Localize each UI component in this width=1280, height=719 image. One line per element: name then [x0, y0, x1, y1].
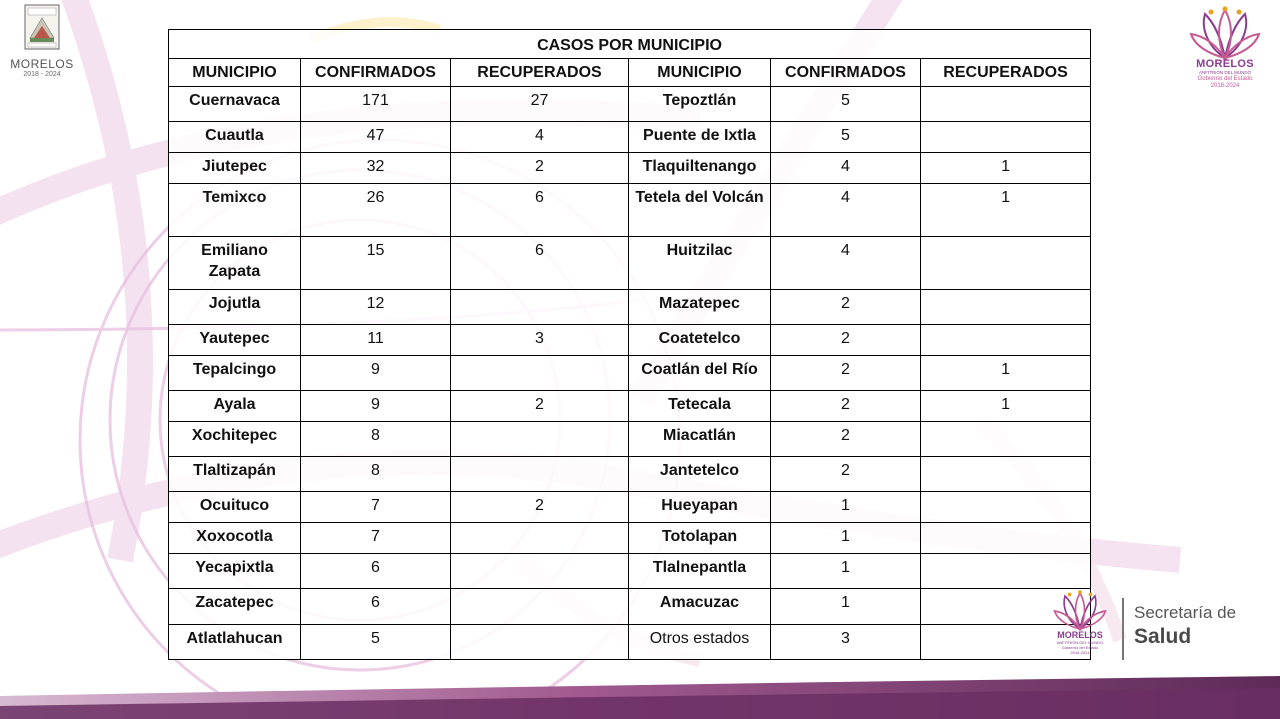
recovered-cell: 3 — [451, 325, 629, 356]
confirmed-cell: 1 — [771, 523, 921, 554]
municipality-cell: Huitzilac — [629, 237, 771, 290]
column-header: RECUPERADOS — [451, 59, 629, 87]
recovered-cell — [451, 625, 629, 660]
confirmed-cell: 2 — [771, 356, 921, 391]
column-header: CONFIRMADOS — [301, 59, 451, 87]
municipality-cell: Tetecala — [629, 391, 771, 422]
recovered-cell: 2 — [451, 492, 629, 523]
recovered-cell: 1 — [921, 184, 1091, 237]
confirmed-cell: 4 — [771, 237, 921, 290]
recovered-cell — [451, 422, 629, 457]
lotus-flower-icon — [1187, 6, 1263, 62]
municipality-cell: Tetela del Volcán — [629, 184, 771, 237]
recovered-cell: 1 — [921, 391, 1091, 422]
recovered-cell — [451, 356, 629, 391]
brand-subtitle: ANFITRIÓN DEL MUNDO — [1198, 70, 1252, 75]
table-row — [169, 422, 1091, 457]
confirmed-cell: 15 — [301, 237, 451, 290]
table-row — [169, 625, 1091, 660]
table-row — [169, 492, 1091, 523]
recovered-cell — [921, 237, 1091, 290]
recovered-cell — [921, 87, 1091, 122]
confirmed-cell: 12 — [301, 290, 451, 325]
table-row — [169, 554, 1091, 589]
brand-name: MORELOS — [1196, 58, 1254, 70]
table-title: CASOS POR MUNICIPIO — [169, 30, 1091, 59]
recovered-cell: 27 — [451, 87, 629, 122]
confirmed-cell: 1 — [771, 589, 921, 625]
municipality-cell: Emiliano Zapata — [169, 237, 301, 290]
confirmed-cell: 1 — [771, 492, 921, 523]
coat-of-arms-icon — [24, 4, 60, 50]
footer-brand-subtitle: ANFITRIÓN DEL MUNDO — [1056, 640, 1104, 645]
confirmed-cell: 7 — [301, 523, 451, 554]
confirmed-cell: 9 — [301, 391, 451, 422]
recovered-cell: 6 — [451, 237, 629, 290]
confirmed-cell: 6 — [301, 589, 451, 625]
column-header: RECUPERADOS — [921, 59, 1091, 87]
municipality-cell: Tlalnepantla — [629, 554, 771, 589]
confirmed-cell: 6 — [301, 554, 451, 589]
municipality-cell: Puente de Ixtla — [629, 122, 771, 153]
municipality-cell: Hueyapan — [629, 492, 771, 523]
municipality-cell: Jojutla — [169, 290, 301, 325]
recovered-cell: 1 — [921, 356, 1091, 391]
state-seal — [8, 4, 76, 78]
confirmed-cell: 2 — [771, 457, 921, 492]
confirmed-cell: 2 — [771, 325, 921, 356]
logo-divider — [1122, 598, 1124, 660]
agency-name-line1: Secretaría de — [1134, 603, 1237, 622]
table-row — [169, 589, 1091, 625]
table-body — [169, 87, 1091, 660]
municipality-cell: Atlatlahucan — [169, 625, 301, 660]
confirmed-cell: 32 — [301, 153, 451, 184]
municipality-cell: Zacatepec — [169, 589, 301, 625]
footer-brand-government-line: Gobierno del Estado — [1061, 645, 1099, 650]
municipality-cell: Tlaltizapán — [169, 457, 301, 492]
table-row — [169, 184, 1091, 237]
column-header: CONFIRMADOS — [771, 59, 921, 87]
municipality-cell: Xochitepec — [169, 422, 301, 457]
municipality-cell: Tepalcingo — [169, 356, 301, 391]
confirmed-cell: 9 — [301, 356, 451, 391]
recovered-cell: 4 — [451, 122, 629, 153]
confirmed-cell: 171 — [301, 87, 451, 122]
table-row — [169, 325, 1091, 356]
municipality-cell: Yautepec — [169, 325, 301, 356]
confirmed-cell: 5 — [771, 87, 921, 122]
seal-state-name: MORELOS — [10, 57, 74, 71]
municipality-cell: Totolapan — [629, 523, 771, 554]
recovered-cell: 2 — [451, 153, 629, 184]
recovered-cell — [921, 290, 1091, 325]
municipality-cell: Cuernavaca — [169, 87, 301, 122]
municipality-cell: Jiutepec — [169, 153, 301, 184]
recovered-cell — [921, 457, 1091, 492]
confirmed-cell: 7 — [301, 492, 451, 523]
table-row — [169, 290, 1091, 325]
confirmed-cell: 5 — [301, 625, 451, 660]
morelos-brand-logo — [1184, 6, 1266, 90]
municipality-cell: Coatetelco — [629, 325, 771, 356]
table-header-row — [169, 59, 1091, 87]
agency-name — [1134, 602, 1236, 650]
morelos-footer-logo — [1048, 590, 1112, 655]
seal-years: 2018 - 2024 — [23, 71, 61, 78]
recovered-cell — [451, 554, 629, 589]
recovered-cell — [921, 122, 1091, 153]
brand-government-line: Gobierno del Estado — [1197, 76, 1253, 82]
municipality-cell: Yecapixtla — [169, 554, 301, 589]
confirmed-cell: 8 — [301, 457, 451, 492]
confirmed-cell: 2 — [771, 290, 921, 325]
table-row — [169, 391, 1091, 422]
confirmed-cell: 47 — [301, 122, 451, 153]
municipality-cell: Cuautla — [169, 122, 301, 153]
recovered-cell: 1 — [921, 153, 1091, 184]
recovered-cell — [451, 457, 629, 492]
cases-by-municipality-table — [168, 29, 1091, 660]
agency-name-line2: Salud — [1134, 625, 1192, 648]
confirmed-cell: 8 — [301, 422, 451, 457]
recovered-cell — [921, 492, 1091, 523]
municipality-cell: Ayala — [169, 391, 301, 422]
confirmed-cell: 2 — [771, 391, 921, 422]
table-row — [169, 457, 1091, 492]
brand-years: 2018-2024 — [1210, 83, 1240, 89]
recovered-cell — [921, 325, 1091, 356]
confirmed-cell: 4 — [771, 184, 921, 237]
table-row — [169, 122, 1091, 153]
municipality-cell: Tepoztlán — [629, 87, 771, 122]
municipality-cell: Ocuituco — [169, 492, 301, 523]
footer-brand-years: 2018-2024 — [1070, 650, 1090, 655]
table-row — [169, 87, 1091, 122]
table-row — [169, 153, 1091, 184]
column-header: MUNICIPIO — [169, 59, 301, 87]
municipality-cell: Tlaquiltenango — [629, 153, 771, 184]
confirmed-cell: 3 — [771, 625, 921, 660]
municipality-cell: Amacuzac — [629, 589, 771, 625]
table-row — [169, 523, 1091, 554]
table-row — [169, 237, 1091, 290]
confirmed-cell: 11 — [301, 325, 451, 356]
confirmed-cell: 26 — [301, 184, 451, 237]
footer-brand-name: MORELOS — [1057, 630, 1103, 640]
municipality-cell: Xoxocotla — [169, 523, 301, 554]
recovered-cell — [921, 422, 1091, 457]
municipality-cell: Otros estados — [629, 625, 771, 660]
confirmed-cell: 5 — [771, 122, 921, 153]
confirmed-cell: 4 — [771, 153, 921, 184]
recovered-cell — [451, 589, 629, 625]
column-header: MUNICIPIO — [629, 59, 771, 87]
recovered-cell — [921, 523, 1091, 554]
confirmed-cell: 1 — [771, 554, 921, 589]
recovered-cell: 2 — [451, 391, 629, 422]
municipality-cell: Miacatlán — [629, 422, 771, 457]
confirmed-cell: 2 — [771, 422, 921, 457]
recovered-cell — [921, 554, 1091, 589]
recovered-cell: 6 — [451, 184, 629, 237]
municipality-cell: Coatlán del Río — [629, 356, 771, 391]
municipality-cell: Temixco — [169, 184, 301, 237]
recovered-cell — [451, 290, 629, 325]
lotus-flower-icon — [1050, 590, 1110, 632]
table-row — [169, 356, 1091, 391]
footer-band — [0, 676, 1280, 719]
municipality-cell: Mazatepec — [629, 290, 771, 325]
recovered-cell — [451, 523, 629, 554]
municipality-cell: Jantetelco — [629, 457, 771, 492]
